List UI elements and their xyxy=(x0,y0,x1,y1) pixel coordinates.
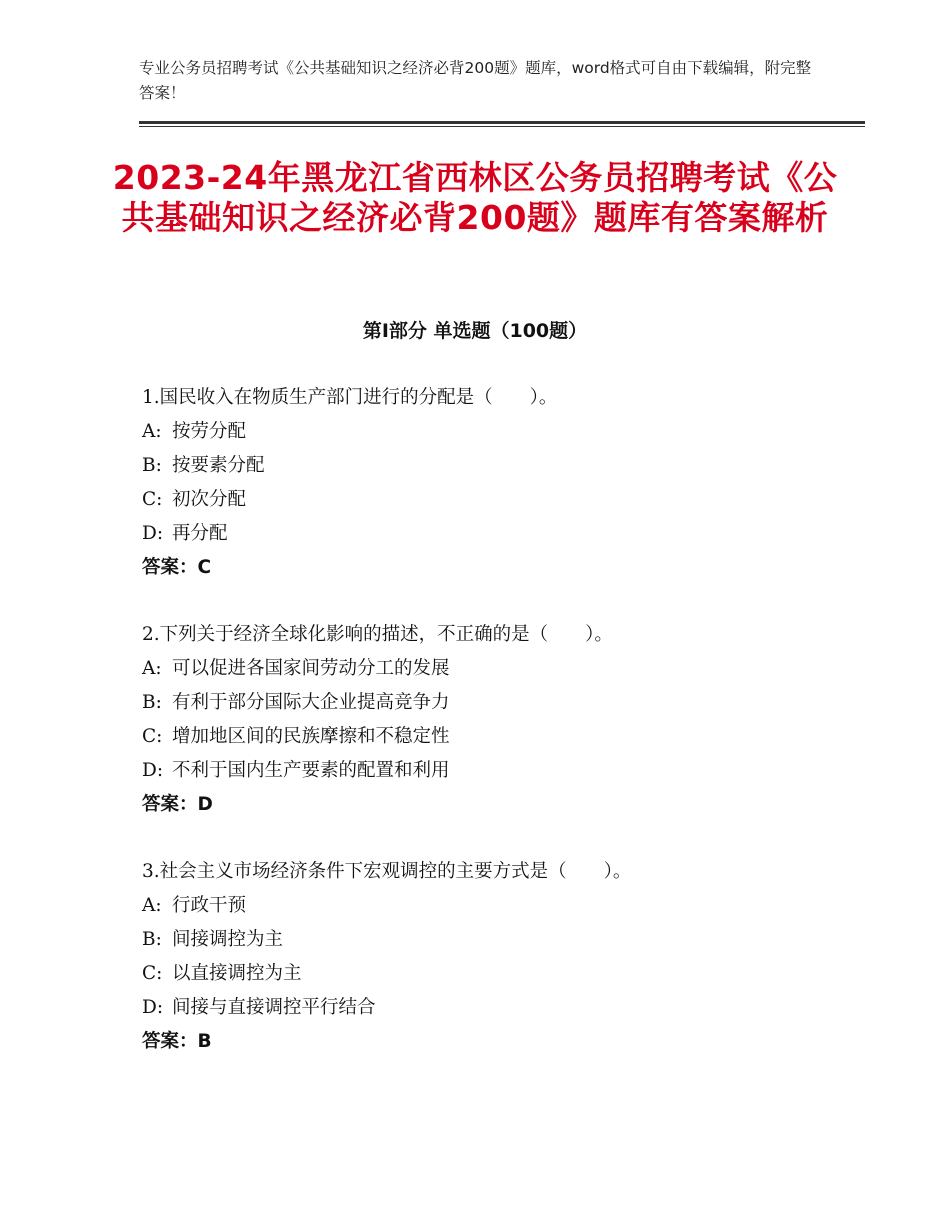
question-stem: 1.国民收入在物质生产部门进行的分配是（ ）。 xyxy=(142,387,558,408)
question-stem: 2.下列关于经济全球化影响的描述，不正确的是（ ）。 xyxy=(142,624,613,645)
question-stem: 3.社会主义市场经济条件下宏观调控的主要方式是（ ）。 xyxy=(142,861,632,882)
document-title: 2023-24年黑龙江省西林区公务员招聘考试《公共基础知识之经济必背200题》题库有答案解析 xyxy=(112,158,838,237)
answer-line: 答案：D xyxy=(142,794,213,815)
option-letter: C: xyxy=(142,489,163,510)
option-a xyxy=(142,652,842,686)
header-divider-thin xyxy=(139,126,865,127)
option-letter: A: xyxy=(142,658,162,679)
option-letter: C: xyxy=(142,726,163,747)
option-text: 不利于国内生产要素的配置和利用 xyxy=(172,760,450,781)
option-text: 以直接调控为主 xyxy=(172,963,302,984)
option-text: 间接与直接调控平行结合 xyxy=(172,997,376,1018)
option-text: 可以促进各国家间劳动分工的发展 xyxy=(172,658,450,679)
option-c xyxy=(142,957,842,991)
option-a xyxy=(142,889,842,923)
option-letter: A: xyxy=(142,421,162,442)
option-letter: B: xyxy=(142,455,162,476)
option-letter: D: xyxy=(142,523,164,544)
option-b xyxy=(142,686,842,720)
option-text: 再分配 xyxy=(172,523,228,544)
option-b xyxy=(142,923,842,957)
option-c xyxy=(142,720,842,754)
question-2 xyxy=(142,618,842,822)
option-c xyxy=(142,483,842,517)
header-divider-thick xyxy=(139,121,865,124)
option-letter: C: xyxy=(142,963,163,984)
option-text: 有利于部分国际大企业提高竞争力 xyxy=(172,692,450,713)
option-text: 间接调控为主 xyxy=(172,929,284,950)
option-a xyxy=(142,415,842,449)
option-text: 初次分配 xyxy=(172,489,247,510)
option-d xyxy=(142,991,842,1025)
option-text: 按要素分配 xyxy=(172,455,265,476)
header-note: 专业公务员招聘考试《公共基础知识之经济必背200题》题库，word格式可自由下载编辑，附完整答案！ xyxy=(139,59,812,102)
option-text: 行政干预 xyxy=(172,895,247,916)
option-letter: B: xyxy=(142,692,162,713)
option-letter: A: xyxy=(142,895,162,916)
answer-line: 答案：C xyxy=(142,557,212,578)
option-letter: D: xyxy=(142,997,164,1018)
question-1 xyxy=(142,381,842,585)
question-list xyxy=(142,381,842,1092)
option-text: 增加地区间的民族摩擦和不稳定性 xyxy=(172,726,450,747)
option-letter: B: xyxy=(142,929,162,950)
question-3 xyxy=(142,855,842,1059)
option-d xyxy=(142,754,842,788)
option-letter: D: xyxy=(142,760,164,781)
option-text: 按劳分配 xyxy=(172,421,247,442)
option-b xyxy=(142,449,842,483)
section-heading: 第Ⅰ部分 单选题（100题） xyxy=(362,320,588,342)
answer-line: 答案：B xyxy=(142,1031,212,1052)
option-d xyxy=(142,517,842,551)
